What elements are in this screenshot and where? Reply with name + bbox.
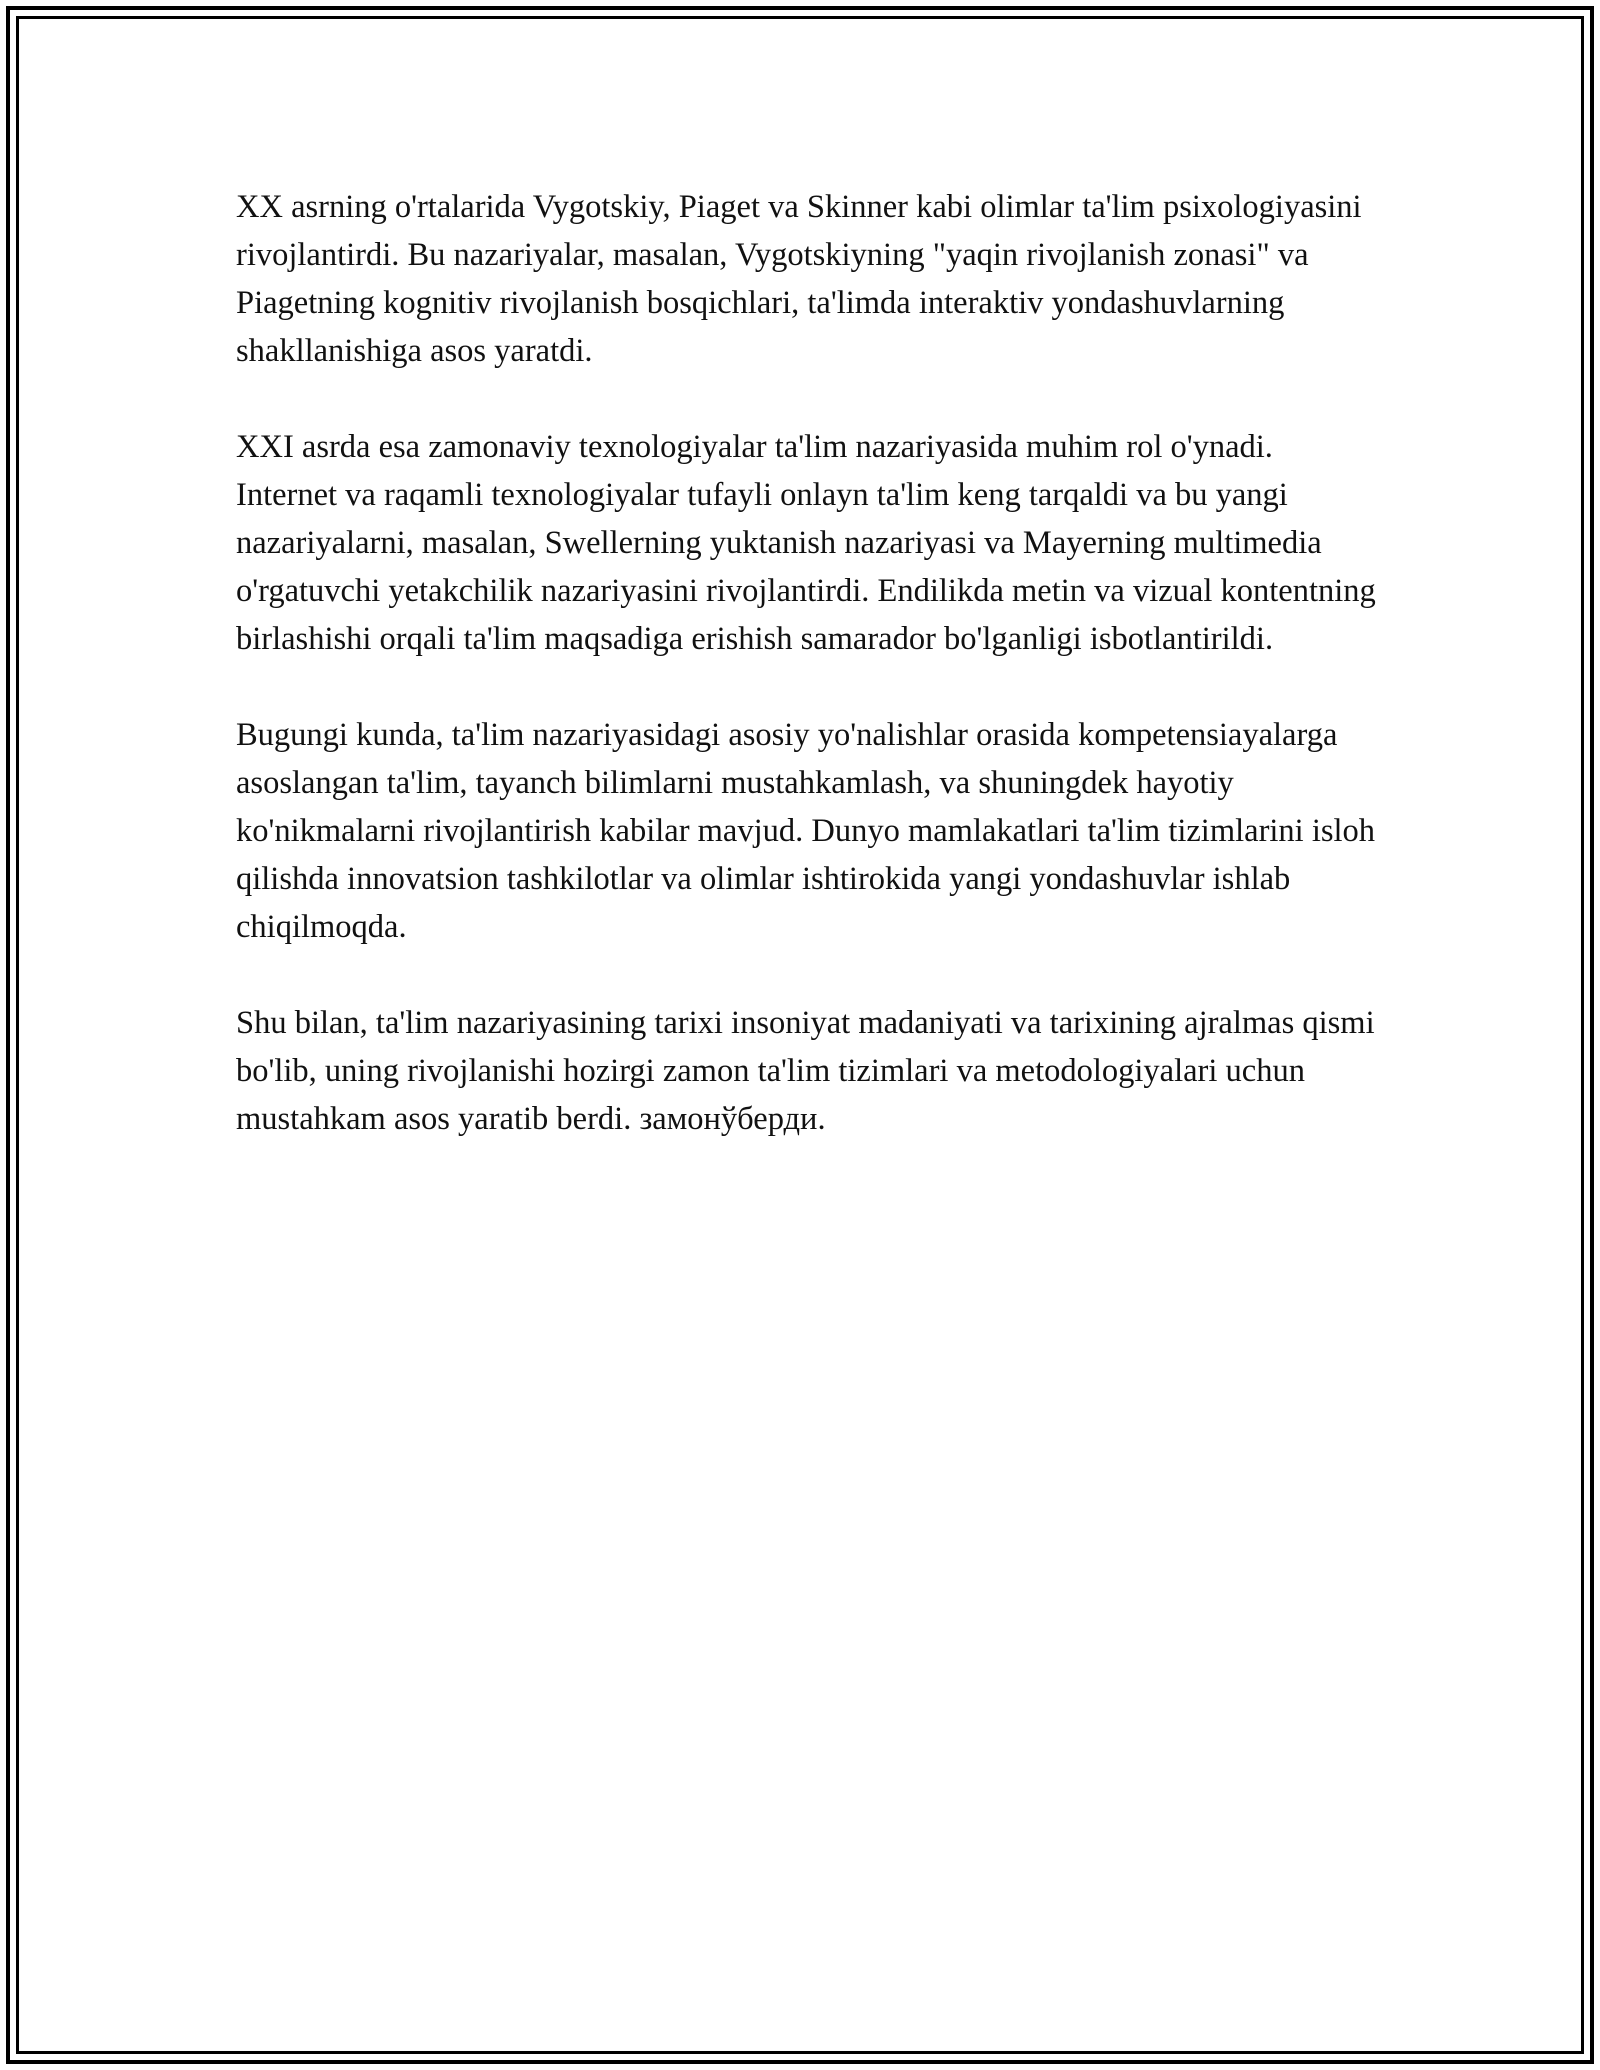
paragraph-4: Shu bilan, ta'lim nazariyasining tarixi insoniyat madaniyati va tarixining ajralmas qismi bo'lib, uning rivojlanishi hozirgi zamon ta'lim tizimlari va metodologiyalari uchun mustahkam asos yaratib berdi. замонўберди. <box>236 1005 1375 1137</box>
paragraph-3: Bugungi kunda, ta'lim nazariyasidagi asosiy yo'nalishlar orasida kompetensiayalarga asoslangan ta'lim, tayanch bilimlarni mustahkamlash, va shuningdek hayotiy ko'nikmalarni rivojlantirish kabilar mavjud. Dunyo mamlakatlari ta'lim tizimlarini isloh qilishda innovatsion tashkilotlar va olimlar ishtirokida yangi yondashuvlar ishlab chiqilmoqda. <box>236 717 1376 945</box>
paragraph-2: XXI asrda esa zamonaviy texnologiyalar ta'lim nazariyasida muhim rol o'ynadi. Internet va raqamli texnologiyalar tufayli onlayn ta'lim keng tarqaldi va bu yangi nazariyalarni, masalan, Swellerning yuktanish nazariyasi va Mayerning multimedia o'rgatuvchi yetakchilik nazariyasini rivojlantirdi. Endilikda metin va vizual kontentning birlashishi orqali ta'lim maqsadiga erishish samarador bo'lganligi isbotlantirildi. <box>236 429 1376 657</box>
document-body <box>236 183 1376 1191</box>
paragraph-1: XX asrning o'rtalarida Vygotskiy, Piaget va Skinner kabi olimlar ta'lim psixologiyasini rivojlantirdi. Bu nazariyalar, masalan, Vygotskiyning "yaqin rivojlanish zonasi" va Piagetning kognitiv rivojlanish bosqichlari, ta'limda interaktiv yondashuvlarning shakllanishiga asos yaratdi. <box>236 189 1362 369</box>
